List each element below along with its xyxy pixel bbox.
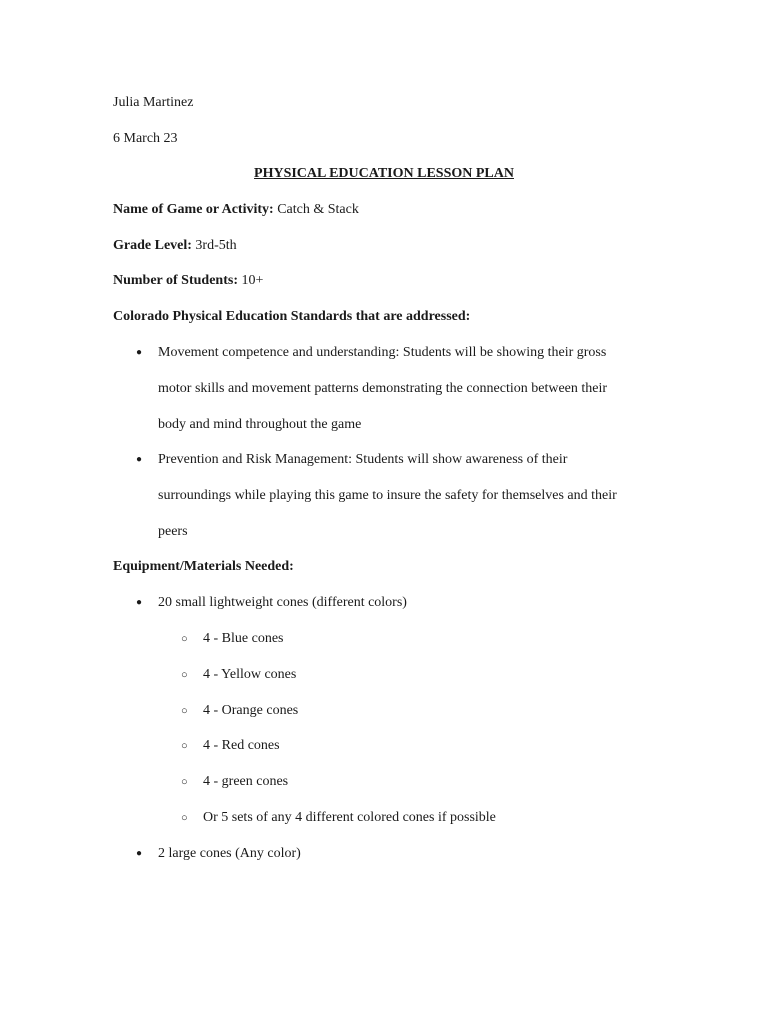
standard-2-line-3: peers bbox=[158, 524, 188, 539]
field-grade-value: 3rd-5th bbox=[195, 238, 237, 253]
sub-bullet-icon: ○ bbox=[181, 812, 188, 824]
bullet-icon: ● bbox=[136, 347, 143, 358]
field-game bbox=[113, 201, 359, 219]
equipment-subitem: 4 - Orange cones bbox=[203, 703, 299, 718]
equipment-subitem: 4 - Yellow cones bbox=[203, 667, 297, 682]
equipment-subitem: Or 5 sets of any 4 different colored cones if possible bbox=[203, 810, 496, 825]
sub-bullet-icon: ○ bbox=[181, 776, 188, 788]
page-title: PHYSICAL EDUCATION LESSON PLAN bbox=[254, 166, 514, 181]
standard-2-line-2: surroundings while playing this game to insure the safety for themselves and their bbox=[158, 488, 617, 503]
bullet-icon: ● bbox=[136, 848, 143, 859]
field-students bbox=[113, 272, 263, 290]
sub-bullet-icon: ○ bbox=[181, 705, 188, 717]
standards-heading: Colorado Physical Education Standards that are addressed: bbox=[113, 309, 471, 324]
field-grade-label: Grade Level: bbox=[113, 238, 192, 253]
equipment-item-1: 20 small lightweight cones (different colors) bbox=[158, 595, 407, 610]
bullet-icon: ● bbox=[136, 597, 143, 608]
equipment-subitem: 4 - Blue cones bbox=[203, 631, 284, 646]
author-name: Julia Martinez bbox=[113, 95, 194, 110]
sub-bullet-icon: ○ bbox=[181, 669, 188, 681]
field-game-value: Catch & Stack bbox=[277, 202, 359, 217]
standard-1-line-1: Movement competence and understanding: Students will be showing their gross bbox=[158, 345, 607, 360]
equipment-heading: Equipment/Materials Needed: bbox=[113, 559, 294, 574]
field-game-label: Name of Game or Activity: bbox=[113, 202, 274, 217]
bullet-icon: ● bbox=[136, 454, 143, 465]
standard-1-line-2: motor skills and movement patterns demonstrating the connection between their bbox=[158, 381, 608, 396]
date: 6 March 23 bbox=[113, 131, 178, 146]
equipment-subitem: 4 - green cones bbox=[203, 774, 289, 789]
equipment-subitem: 4 - Red cones bbox=[203, 738, 280, 753]
field-grade bbox=[113, 237, 237, 255]
equipment-item-2: 2 large cones (Any color) bbox=[158, 846, 301, 861]
standard-2-line-1: Prevention and Risk Management: Students will show awareness of their bbox=[158, 452, 568, 467]
sub-bullet-icon: ○ bbox=[181, 633, 188, 645]
standard-1-line-3: body and mind throughout the game bbox=[158, 417, 362, 432]
sub-bullet-icon: ○ bbox=[181, 740, 188, 752]
field-students-label: Number of Students: bbox=[113, 273, 238, 288]
field-students-value: 10+ bbox=[241, 273, 264, 288]
